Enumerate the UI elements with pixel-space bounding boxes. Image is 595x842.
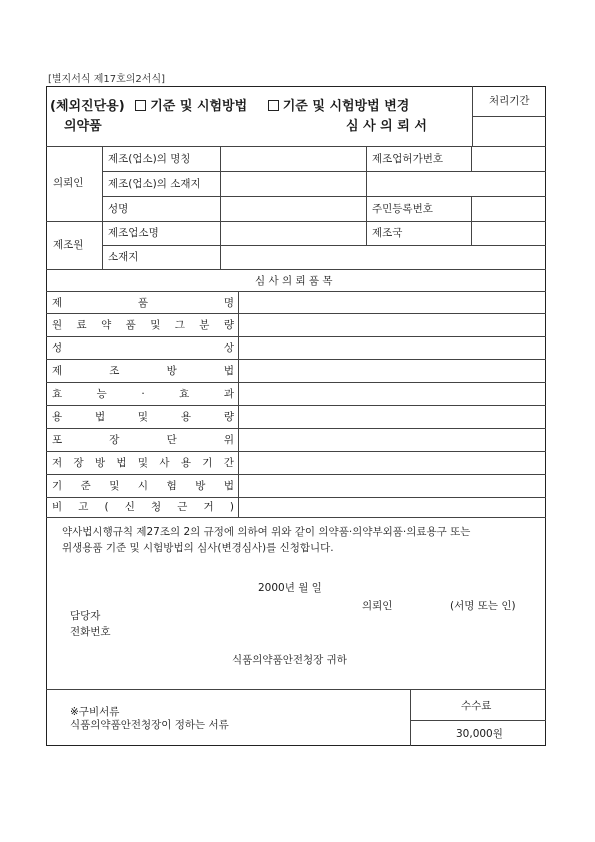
processing-period-label: 처리기간	[489, 95, 530, 107]
item-field-product-name[interactable]	[239, 292, 545, 312]
title-line1	[50, 100, 409, 113]
statement-line2: 위생용품 기준 및 시험방법의 심사(변경심사)를 신청합니다.	[62, 542, 334, 554]
addressee: 식품의약품안전청장 귀하	[232, 654, 347, 666]
item-label-remarks: 비 고 ( 신 청 근 거 )	[52, 501, 234, 513]
processing-period-field[interactable]	[473, 117, 545, 145]
manufacturer-name-label: 제조업소명	[108, 227, 159, 239]
rule	[410, 689, 411, 746]
item-field-efficacy[interactable]	[239, 383, 545, 404]
manufacturer-section-label: 제조원	[53, 239, 84, 251]
license-number-label: 제조업허가번호	[372, 153, 444, 165]
phone-label: 전화번호	[70, 626, 111, 638]
officer-label: 담당자	[70, 610, 101, 622]
fee-label: 수수료	[461, 700, 492, 712]
license-number-field[interactable]	[472, 147, 545, 170]
option1-label: 기준 및 시험방법	[150, 99, 248, 114]
signer-label: 의뢰인	[362, 600, 393, 612]
item-label-manufacturing-method: 제 조 방 법	[52, 365, 234, 377]
item-label-efficacy: 효 능 · 효 과	[52, 388, 234, 400]
date-line: 2000년 월 일	[258, 582, 322, 594]
item-label-packaging-unit: 포 장 단 위	[52, 434, 234, 446]
rule	[46, 269, 546, 270]
item-field-appearance[interactable]	[239, 337, 545, 358]
requester-address-field[interactable]	[221, 172, 545, 195]
resident-number-label: 주민등록번호	[372, 203, 433, 215]
item-field-dosage[interactable]	[239, 406, 545, 427]
statement-line1: 약사법시행규칙 제27조의 2의 규정에 의하여 위와 같이 의약품·의약부외품·의료용구 또는	[62, 526, 471, 538]
resident-number-field[interactable]	[472, 197, 545, 220]
item-field-standards[interactable]	[239, 475, 545, 496]
fee-amount: 30,000원	[456, 728, 503, 740]
option1-checkbox[interactable]	[135, 100, 146, 111]
person-name-label: 성명	[108, 203, 129, 215]
title-prefix: (체외진단용)	[50, 99, 125, 114]
item-label-ingredients: 원 료 약 품 및 그 분 량	[52, 319, 234, 331]
officer-field[interactable]	[108, 607, 228, 623]
manufacture-country-label: 제조국	[372, 227, 403, 239]
manufacturer-address-label: 소재지	[108, 251, 139, 263]
item-field-packaging-unit[interactable]	[239, 429, 545, 450]
item-field-ingredients[interactable]	[239, 314, 545, 335]
phone-field[interactable]	[120, 623, 240, 639]
rule	[46, 517, 546, 518]
form-tag: [별지서식 제17호의2서식]	[48, 74, 166, 85]
item-label-product-name: 제 품 명	[52, 297, 234, 309]
rule	[410, 720, 546, 721]
requester-address-label: 제조(업소)의 소재지	[108, 178, 201, 190]
requester-name-field[interactable]	[221, 147, 365, 170]
item-field-remarks[interactable]	[239, 498, 545, 516]
required-docs-title: ※구비서류	[70, 706, 120, 718]
title-line2-right: 심 사 의 뢰 서	[346, 119, 427, 134]
title-line2-left: 의약품	[64, 119, 102, 134]
manufacture-country-field[interactable]	[472, 222, 545, 244]
item-label-appearance: 성 상	[52, 342, 234, 354]
manufacturer-address-field[interactable]	[221, 246, 545, 268]
item-field-storage[interactable]	[239, 452, 545, 473]
item-label-storage: 저 장 방 법 및 사 용 기 간	[52, 457, 234, 469]
signer-field[interactable]	[400, 597, 448, 613]
person-name-field[interactable]	[221, 197, 365, 220]
item-label-standards: 기 준 및 시 험 방 법	[52, 480, 234, 492]
requester-name-label: 제조(업소)의 명칭	[108, 153, 191, 165]
option2-checkbox[interactable]	[268, 100, 279, 111]
manufacturer-name-field[interactable]	[221, 222, 365, 244]
item-label-dosage: 용 법 및 용 량	[52, 411, 234, 423]
items-header: 심 사 의 뢰 품 목	[255, 275, 333, 287]
option2-label: 기준 및 시험방법 변경	[282, 99, 410, 114]
item-field-manufacturing-method[interactable]	[239, 360, 545, 381]
required-docs-text: 식품의약품안전청장이 정하는 서류	[70, 719, 229, 731]
sign-note: (서명 또는 인)	[450, 600, 516, 612]
rule	[46, 689, 546, 690]
rule	[366, 196, 367, 245]
rule	[102, 146, 103, 269]
requester-section-label: 의뢰인	[53, 177, 84, 189]
